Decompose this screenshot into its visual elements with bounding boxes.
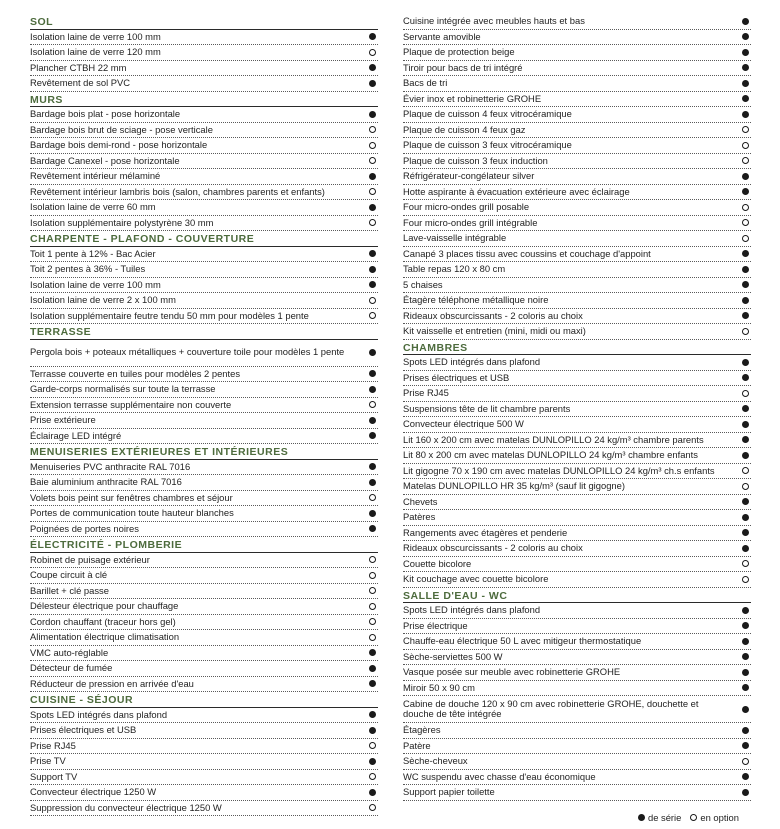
spec-label: Spots LED intégrés dans plafond	[30, 709, 168, 720]
spec-label: Revêtement intérieur mélaminé	[30, 171, 161, 181]
spec-label: Rideaux obscurcissants - 2 coloris au choix	[403, 543, 583, 553]
spec-row	[403, 14, 751, 30]
spec-row	[403, 785, 751, 801]
spec-row	[403, 45, 751, 61]
legend-standard-label: de série	[648, 812, 682, 823]
spec-label: Vasque posée sur meuble avec robinetterie GROHE	[403, 667, 621, 677]
spec-row	[30, 309, 378, 325]
spec-row	[30, 661, 378, 677]
filled-dot-icon	[742, 18, 749, 25]
filled-dot-icon	[742, 789, 749, 796]
spec-label: Prises électriques et USB	[30, 725, 137, 735]
filled-dot-icon	[369, 386, 376, 393]
spec-row	[403, 739, 751, 755]
hollow-dot-icon	[690, 814, 697, 821]
filled-dot-icon	[742, 727, 749, 734]
hollow-dot-icon	[742, 758, 749, 765]
spec-label: Cabine de douche 120 x 90 cm avec robinetterie GROHE, douchette et douche de tête intégrée	[403, 698, 699, 719]
legend-standard	[638, 812, 681, 823]
spec-row	[30, 262, 378, 278]
spec-label: Prises électriques et USB	[403, 372, 510, 383]
filled-dot-icon	[369, 111, 376, 118]
spec-row	[403, 30, 751, 46]
spec-row	[403, 293, 751, 309]
legend-option	[690, 812, 739, 823]
spec-row	[403, 355, 751, 371]
spec-label: Volets bois peint sur fenêtres chambres et séjour	[30, 492, 233, 503]
spec-row	[403, 723, 751, 739]
spec-label: Étagères	[403, 725, 441, 735]
spec-row	[403, 278, 751, 294]
spec-label: Poignées de portes noires	[30, 523, 139, 534]
spec-row	[403, 61, 751, 77]
spec-label: Suppression du convecteur électrique 1250 W	[30, 802, 222, 813]
spec-label: WC suspendu avec chasse d'eau économique	[403, 771, 596, 782]
spec-row	[30, 76, 378, 92]
spec-row	[30, 491, 378, 507]
section-title: CHARPENTE - PLAFOND - COUVERTURE	[30, 231, 378, 247]
spec-label: Four micro-ondes grill intégrable	[403, 217, 538, 228]
spec-label: Terrasse couverte en tuiles pour modèles 2 pentes	[30, 368, 241, 379]
spec-row	[403, 495, 751, 511]
spec-row	[403, 123, 751, 139]
filled-dot-icon	[369, 789, 376, 796]
spec-label: Prise électrique	[403, 620, 468, 631]
spec-row	[30, 293, 378, 309]
spec-label: Suspensions tête de lit chambre parents	[403, 403, 571, 414]
filled-dot-icon	[742, 706, 749, 713]
spec-label: Tiroir pour bacs de tri intégré	[403, 62, 523, 73]
filled-dot-icon	[742, 638, 749, 645]
spec-label: Plaque de protection beige	[403, 47, 515, 57]
spec-row	[30, 568, 378, 584]
spec-label: Garde-corps normalisés sur toute la terrasse	[30, 384, 216, 394]
spec-row	[403, 417, 751, 433]
filled-dot-icon	[369, 665, 376, 672]
spec-row	[30, 708, 378, 724]
spec-label: Toit 2 pentes à 36% - Tuiles	[30, 264, 146, 274]
spec-row	[403, 448, 751, 464]
spec-row	[30, 30, 378, 46]
left-column	[30, 14, 378, 816]
spec-label: Sèche-serviettes 500 W	[403, 651, 503, 662]
spec-label: Matelas DUNLOPILLO HR 35 kg/m³ (sauf lit gigogne)	[403, 481, 625, 491]
spec-label: Isolation laine de verre 60 mm	[30, 202, 156, 212]
spec-row	[30, 154, 378, 170]
spec-label: Pergola bois + poteaux métalliques + couverture toile pour modèles 1 pente	[30, 347, 345, 358]
spec-row	[30, 398, 378, 414]
hollow-dot-icon	[742, 235, 749, 242]
spec-row	[403, 681, 751, 697]
filled-dot-icon	[742, 266, 749, 273]
spec-row	[403, 464, 751, 480]
spec-row	[30, 169, 378, 185]
spec-label: Patères	[403, 512, 436, 522]
hollow-dot-icon	[742, 204, 749, 211]
filled-dot-icon	[742, 452, 749, 459]
spec-label: Toit 1 pente à 12% - Bac Acier	[30, 248, 156, 259]
spec-label: Lave-vaisselle intégrable	[403, 233, 507, 243]
spec-row	[403, 324, 751, 340]
spec-label: Revêtement intérieur lambris bois (salon, chambres parents et enfants)	[30, 186, 325, 197]
hollow-dot-icon	[742, 390, 749, 397]
spec-row	[30, 506, 378, 522]
spec-row	[403, 371, 751, 387]
spec-label: Spots LED intégrés dans plafond	[403, 605, 541, 615]
spec-row	[403, 433, 751, 449]
spec-label: Réducteur de pression en arrivée d'eau	[30, 678, 194, 689]
spec-label: Plaque de cuisson 3 feux vitrocéramique	[403, 140, 572, 150]
section-title: MURS	[30, 92, 378, 108]
spec-label: Baie aluminium anthracite RAL 7016	[30, 477, 182, 487]
spec-row	[30, 460, 378, 476]
spec-label: Réfrigérateur-congélateur silver	[403, 171, 535, 181]
hollow-dot-icon	[369, 49, 376, 56]
filled-dot-icon	[369, 758, 376, 765]
spec-label: Bardage bois plat - pose horizontale	[30, 109, 181, 119]
spec-row	[30, 553, 378, 569]
spec-row	[30, 216, 378, 232]
spec-row	[403, 650, 751, 666]
spec-row	[30, 45, 378, 61]
spec-row	[30, 646, 378, 662]
spec-label: Prise RJ45	[30, 740, 76, 751]
legend-option-label: en option	[700, 812, 739, 823]
hollow-dot-icon	[742, 483, 749, 490]
spec-label: Cuisine intégrée avec meubles hauts et bas	[403, 16, 585, 26]
filled-dot-icon	[742, 421, 749, 428]
spec-label: Hotte aspirante à évacuation extérieure avec éclairage	[403, 186, 630, 197]
spec-row	[403, 138, 751, 154]
spec-label: Évier inox et robinetterie GROHE	[403, 93, 542, 104]
spec-row	[403, 185, 751, 201]
spec-row	[403, 619, 751, 635]
spec-row	[403, 247, 751, 263]
spec-label: Miroir 50 x 90 cm	[403, 682, 475, 693]
hollow-dot-icon	[369, 634, 376, 641]
spec-row	[403, 402, 751, 418]
spec-row	[403, 770, 751, 786]
section-title: SOL	[30, 14, 378, 30]
spec-label: Convecteur électrique 1250 W	[30, 787, 157, 797]
filled-dot-icon	[369, 173, 376, 180]
hollow-dot-icon	[369, 603, 376, 610]
spec-label: Bardage bois brut de sciage - pose verticale	[30, 124, 213, 135]
spec-label: Chauffe-eau électrique 50 L avec mitigeur thermostatique	[403, 636, 642, 646]
spec-label: Détecteur de fumée	[30, 663, 113, 673]
spec-row	[30, 382, 378, 398]
spec-label: Sèche-cheveux	[403, 756, 468, 766]
spec-label: Lit 80 x 200 cm avec matelas DUNLOPILLO 24 kg/m³ chambre enfants	[403, 450, 698, 460]
spec-row	[403, 92, 751, 108]
filled-dot-icon	[742, 545, 749, 552]
spec-row	[30, 367, 378, 383]
section-title: CHAMBRES	[403, 340, 751, 356]
spec-label: Canapé 3 places tissu avec coussins et couchage d'appoint	[403, 248, 651, 259]
spec-label: Menuiseries PVC anthracite RAL 7016	[30, 461, 191, 472]
section-title: TERRASSE	[30, 324, 378, 340]
spec-label: Isolation supplémentaire feutre tendu 50 mm pour modèles 1 pente	[30, 310, 309, 321]
spec-row	[403, 572, 751, 588]
right-column	[403, 14, 751, 801]
spec-row	[403, 200, 751, 216]
filled-dot-icon	[369, 204, 376, 211]
spec-label: Cordon chauffant (traceur hors gel)	[30, 616, 176, 627]
spec-row	[403, 634, 751, 650]
spec-label: Isolation laine de verre 100 mm	[30, 31, 161, 42]
spec-label: Isolation laine de verre 2 x 100 mm	[30, 295, 176, 305]
section-title: ÉLECTRICITÉ - PLOMBERIE	[30, 537, 378, 553]
spec-label: Alimentation électrique climatisation	[30, 632, 180, 642]
spec-label: Lit gigogne 70 x 190 cm avec matelas DUNLOPILLO 24 kg/m³ ch.s enfants	[403, 465, 715, 476]
filled-dot-icon	[742, 514, 749, 521]
filled-dot-icon	[742, 80, 749, 87]
spec-row	[30, 429, 378, 445]
spec-label: Délesteur électrique pour chauffage	[30, 601, 179, 611]
spec-label: Spots LED intégrés dans plafond	[403, 357, 541, 367]
spec-label: Revêtement de sol PVC	[30, 78, 131, 88]
filled-dot-icon	[369, 510, 376, 517]
spec-label: Four micro-ondes grill posable	[403, 202, 530, 212]
spec-label: Convecteur électrique 500 W	[403, 419, 524, 429]
spec-label: Lit 160 x 200 cm avec matelas DUNLOPILLO 24 kg/m³ chambre parents	[403, 434, 704, 445]
spec-label: Éclairage LED intégré	[30, 430, 122, 441]
spec-label: Prise RJ45	[403, 388, 449, 398]
filled-dot-icon	[369, 349, 376, 356]
spec-label: Table repas 120 x 80 cm	[403, 264, 506, 274]
hollow-dot-icon	[742, 576, 749, 583]
spec-row	[30, 522, 378, 538]
spec-row	[403, 231, 751, 247]
spec-row	[30, 475, 378, 491]
hollow-dot-icon	[369, 297, 376, 304]
hollow-dot-icon	[369, 142, 376, 149]
filled-dot-icon	[742, 49, 749, 56]
filled-dot-icon	[742, 111, 749, 118]
spec-row	[403, 603, 751, 619]
spec-row	[403, 541, 751, 557]
spec-label: Rideaux obscurcissants - 2 coloris au choix	[403, 310, 583, 321]
spec-row	[403, 262, 751, 278]
spec-label: Servante amovible	[403, 31, 481, 42]
spec-label: Kit couchage avec couette bicolore	[403, 574, 549, 584]
filled-dot-icon	[742, 607, 749, 614]
spec-label: Prise TV	[30, 756, 66, 766]
spec-row	[30, 723, 378, 739]
spec-row	[30, 185, 378, 201]
spec-row	[403, 479, 751, 495]
spec-label: Plancher CTBH 22 mm	[30, 62, 127, 73]
spec-label: Plaque de cuisson 4 feux gaz	[403, 124, 526, 135]
spec-row	[30, 278, 378, 294]
spec-label: Prise extérieure	[30, 415, 96, 425]
filled-dot-icon	[369, 417, 376, 424]
spec-row	[30, 247, 378, 263]
spec-label: Support papier toilette	[403, 787, 495, 797]
spec-row	[30, 785, 378, 801]
filled-dot-icon	[742, 173, 749, 180]
spec-label: 5 chaises	[403, 279, 443, 290]
spec-label: Rangements avec étagères et penderie	[403, 527, 568, 538]
spec-label: Étagère téléphone métallique noire	[403, 295, 549, 305]
spec-label: Couette bicolore	[403, 558, 472, 569]
filled-dot-icon	[742, 669, 749, 676]
filled-dot-icon	[742, 359, 749, 366]
spec-label: Plaque de cuisson 4 feux vitrocéramique	[403, 109, 572, 119]
spec-row	[403, 754, 751, 770]
filled-dot-icon	[742, 297, 749, 304]
spec-row	[30, 615, 378, 631]
spec-label: Extension terrasse supplémentaire non couverte	[30, 399, 232, 410]
spec-label: Isolation laine de verre 120 mm	[30, 47, 161, 57]
spec-row	[403, 665, 751, 681]
spec-row	[30, 107, 378, 123]
hollow-dot-icon	[742, 142, 749, 149]
spec-label: Bacs de tri	[403, 78, 448, 88]
spec-label: Kit vaisselle et entretien (mini, midi ou maxi)	[403, 326, 586, 336]
spec-row	[403, 309, 751, 325]
spec-label: Barillet + clé passe	[30, 585, 109, 596]
filled-dot-icon	[638, 814, 645, 821]
spec-row	[30, 61, 378, 77]
spec-row	[30, 340, 378, 367]
spec-label: Plaque de cuisson 3 feux induction	[403, 155, 548, 166]
spec-label: VMC auto-réglable	[30, 647, 109, 658]
filled-dot-icon	[369, 479, 376, 486]
hollow-dot-icon	[369, 572, 376, 579]
spec-row	[30, 599, 378, 615]
spec-row	[30, 138, 378, 154]
spec-label: Chevets	[403, 496, 438, 507]
spec-label: Isolation supplémentaire polystyrène 30 mm	[30, 217, 214, 228]
spec-label: Portes de communication toute hauteur blanches	[30, 508, 234, 518]
legend	[638, 812, 748, 823]
section-title: MENUISERIES EXTÉRIEURES ET INTÉRIEURES	[30, 444, 378, 460]
section-title: CUISINE - SÉJOUR	[30, 692, 378, 708]
spec-row	[403, 76, 751, 92]
spec-label: Bardage Canexel - pose horizontale	[30, 155, 180, 166]
spec-label: Isolation laine de verre 100 mm	[30, 279, 161, 290]
filled-dot-icon	[369, 80, 376, 87]
spec-row	[30, 754, 378, 770]
section-title: SALLE D'EAU - WC	[403, 588, 751, 604]
spec-row	[30, 200, 378, 216]
spec-row	[403, 386, 751, 402]
spec-label: Bardage bois demi-rond - pose horizontale	[30, 140, 208, 150]
spec-label: Support TV	[30, 771, 78, 782]
spec-row	[30, 677, 378, 693]
spec-row	[403, 696, 751, 723]
spec-row	[403, 107, 751, 123]
spec-row	[30, 630, 378, 646]
spec-row	[403, 526, 751, 542]
filled-dot-icon	[369, 266, 376, 273]
spec-row	[403, 510, 751, 526]
spec-row	[403, 154, 751, 170]
spec-row	[30, 739, 378, 755]
spec-row	[30, 123, 378, 139]
spec-row	[30, 413, 378, 429]
spec-row	[30, 584, 378, 600]
spec-row	[403, 169, 751, 185]
spec-row	[403, 216, 751, 232]
filled-dot-icon	[369, 727, 376, 734]
spec-label: Patère	[403, 740, 431, 751]
spec-row	[403, 557, 751, 573]
spec-label: Robinet de puisage extérieur	[30, 554, 150, 565]
spec-row	[30, 801, 378, 817]
hollow-dot-icon	[742, 328, 749, 335]
spec-label: Coupe circuit à clé	[30, 570, 108, 580]
spec-row	[30, 770, 378, 786]
